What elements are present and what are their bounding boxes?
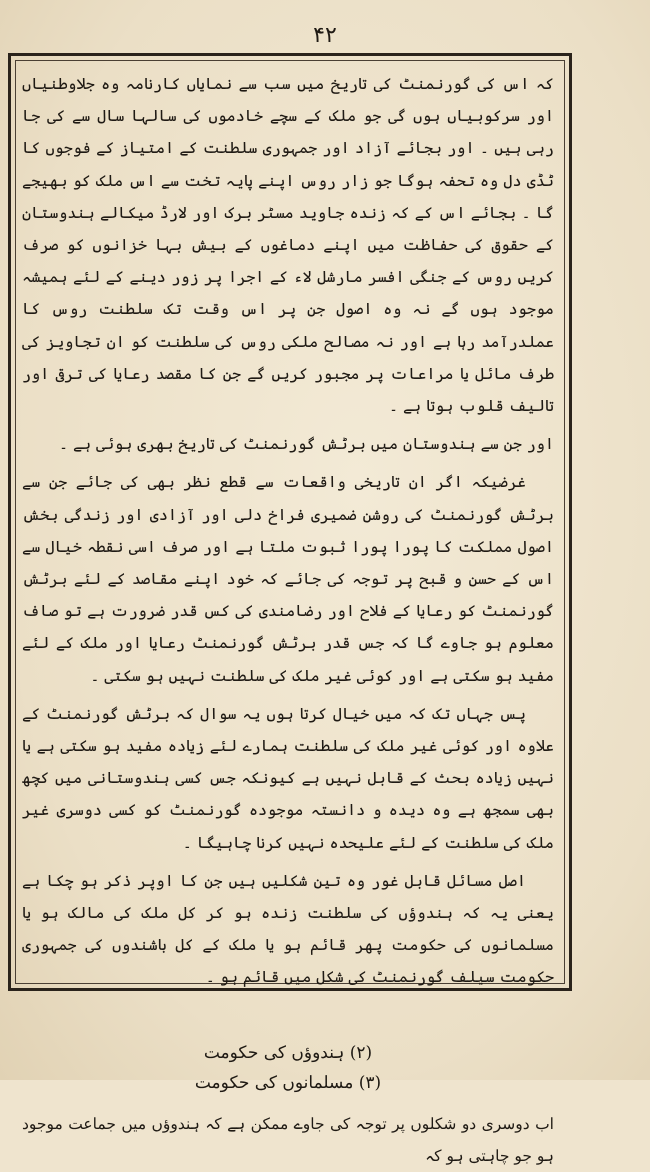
section-headings xyxy=(22,1038,554,1098)
closing-line: اب دوسری دو شکلوں پر توجہ کی جاوے ممکن ہے کہ ہندوؤں میں جماعت موجود ہو جو چاہتی ہو کہ xyxy=(22,1114,554,1165)
body-text xyxy=(22,68,554,1172)
page-number: ۴۲ xyxy=(313,23,337,48)
paragraph-5: اصل مسائل قابل غور وہ تین شکلیں ہیں جن کا اوپر ذکر ہو چکا ہے یعنی یہ کہ ہندوؤں کی سلطنت زندہ ہو کر کل ملک کی مالک ہو یا مسلمانوں کی حکومت پھر قائم ہو یا ملک کے کل باشندوں کی جمہوری حکومت سیلف گورنمنٹ کی شکل میں قائم ہو ۔ xyxy=(22,871,554,987)
paragraph-4: پس جہاں تک کہ میں خیال کرتا ہوں یہ سوال کہ برٹش گورنمنٹ کے علاوہ اور کوئی غیر ملک کی سلطنت ہمارے لئے زیادہ مفید ہو سکتی ہے یا نہیں زیادہ بحث کے قابل نہیں ہے کیونکہ جس کسی ہندوستانی میں کچھ بھی سمجھ ہے وہ دیدہ و دانستہ موجودہ گورنمنٹ کو کسی دوسری غیر ملک کی سلطنت کے لئے علیحدہ نہیں کرنا چاہیگا ۔ xyxy=(22,704,554,852)
paragraph-2: اور جن سے ہندوستان میں برٹش گورنمنٹ کی تاریخ بھری ہوئی ہے ۔ xyxy=(58,435,554,454)
paragraph-1: کہ اس کی گورنمنٹ کی تاریخ میں سب سے نمایاں کارنامہ وہ جلاوطنیاں اور سرکوبیاں ہوں گی جو ملک کے سچے خادموں کی سالہا سال سے کی جا رہی ہیں ۔ اور بجائے آزاد اور جمہوری سلطنت کے امتیاز کے فوجوں کا ٹڈی دل وہ تحفہ ہوگا جو زار روس اپنے پایہ تخت سے اس ملک کو بھیجے گا ۔ بجائے اس کے کہ زندہ جاوید مسٹر برک اور لارڈ میکالے ہندوستان کے حقوق کی حفاظت میں اپنے دماغوں کے بیش بہا خزانوں کو صرف کریں روس کے جنگی افسر مارشل لاء کے اجرا پر زور دینے کے لئے ہمیشہ موجود ہوں گے نہ وہ اصول جن پر اس وقت تک سلطنت روس کا عملدرآمد رہا ہے اور نہ مصالح ملکی روس کی سلطنت کو ان تجاویز کی طرف مائل یا مراعات پر مجبور کریں گے جن کا مقصد رعایا کی ترقی اور تالیف قلوب ہوتا ہے ۔ xyxy=(22,75,554,416)
paragraph-3: غرضیکہ اگر ان تاریخی واقعات سے قطع نظر بھی کی جائے جن سے برٹش گورنمنٹ کی روشن ضمیری فراخ دلی اور آزادی اور زندگی بخش اصول مملکت کا پورا پورا ثبوت ملتا ہے اور صرف اسی نقطہ خیال سے اس کے حسن و قبح پر توجہ کی جائے کہ خود اپنے مقاصد کے لئے برٹش گورنمنٹ کو رعایا کے فلاح اور رضامندی کی کس قدر ضرورت ہے تو صاف معلوم ہو جاوے گا کہ جس قدر برٹش گورنمنٹ رعایا اور ملک کے لئے مفید ہو سکتی ہے اور کوئی غیر ملک کی سلطنت نہیں ہو سکتی ۔ xyxy=(22,473,554,685)
heading-muslim-rule: (۳) مسلمانوں کی حکومت xyxy=(194,1072,382,1093)
heading-hindu-rule: (۲) ہندوؤں کی حکومت xyxy=(203,1042,373,1063)
